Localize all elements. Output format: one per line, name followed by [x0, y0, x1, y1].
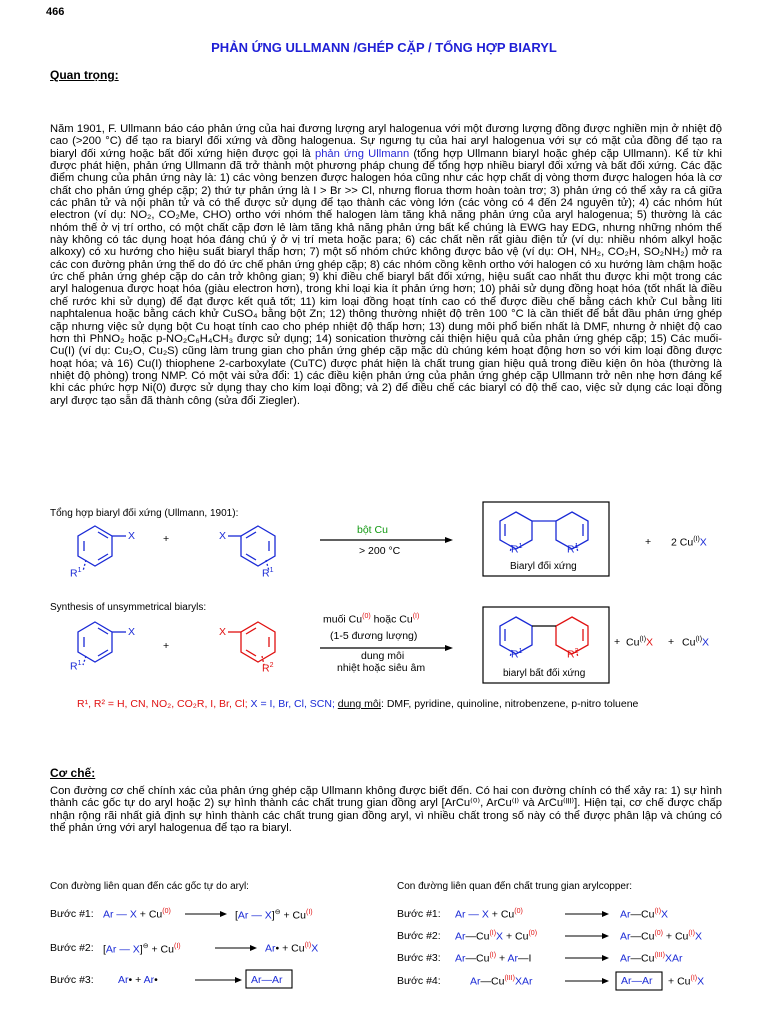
s1-r1b: $R^1$ [262, 567, 274, 580]
s1-prod-r2: $R^1$ [567, 543, 579, 556]
right-step-3-eq: $Ar—Cu^{(I)}$ + Ar—I [455, 952, 532, 965]
left-step-2-prod: Ar• + $Cu^{(I)}X$ [265, 942, 319, 955]
left-step-1-prod: [Ar — $X]^⊖ + Cu^{(I)}$ [235, 909, 313, 922]
s1-x1: X [128, 530, 136, 542]
s2-equiv: (1-5 đương lượng) [330, 630, 418, 642]
intro-text-1: Năm 1901, F. Ullmann báo cáo phản ứng của hai đương lượng aryl halogenua với một đương lượng đồng được nghiền mịn ở nhiệt độ cao (>200 °C) để tạo ra biaryl đối xứng và đồng halogenua. Sự ngưng tụ của hai aryl halogenua với sự có mặt của đồng để tạo ra biaryl đối xứng hoặc bất đối xứng hiện được gọi là [50, 123, 722, 160]
right-step-3-prod: $Ar—Cu^{(III)}XAr$ [620, 952, 683, 965]
left-step-2-eq: [Ar — $X]^⊖ + Cu^{(I)}$ [103, 943, 181, 956]
benzene-ring-4-red [228, 622, 275, 665]
path-left-title: Con đường liên quan đến các gốc tự do aryl: [50, 881, 249, 892]
mechanism-left-arrows [185, 914, 250, 980]
right-step-4-eq: $Ar—Cu^{(III)}XAr$ [470, 975, 533, 988]
s2-solvent: dung môi [361, 650, 405, 662]
s2-byproduct2: $Cu^{(I)}X$ [682, 636, 710, 649]
left-step-1: Bước #1: [50, 908, 94, 920]
benzene-ring-2 [228, 526, 275, 571]
right-step-4-prod: Ar—Ar [621, 975, 653, 987]
right-step-2-prod: $Ar—Cu^{(0)} + Cu^{(I)}X$ [620, 930, 703, 943]
s1-prod-r1: $R^1$ [511, 543, 523, 556]
s2-reagent: muối Cu$^{(0)}$ hoặc $Cu^{(I)}$ [323, 613, 420, 626]
ullmann-link[interactable]: phản ứng Ullmann [314, 147, 410, 160]
intro-text-2: (tổng hợp Ullmann biaryl hoặc ghép cặp Ullmann). Kể từ khi được phát hiện, phản ứng Ullmann đã trở thành một phương pháp chung để tổng hợp nhiều biaryl đối xứng và bất đối xứng. Các đặc điểm chung của phản ứng này là: 1) các vòng benzen được halogen hóa cũng như các hợp chất dị vòng thơm được halogen hóa là cơ chất cho phản ứng ghép cặp; 2) thứ tự phản ứng là I > Br >> Cl, nhưng florua thơm hoàn toàn trơ; 3) phản ứng có thể xảy ra cả giữa các phân tử và nội phân tử và có thể được sử dụng để tạo thành các vòng lớn (các vòng có 4 đến 24 nguyên tử); 4) các nhóm hút electron (ví dụ: NO₂, CO₂Me, CHO) ortho với nhóm thế halogen làm tăng khả năng phản ứng của aryl halogenua; 5) thường là các nhóm thế ở vị trí ortho, có một chất cặp đơn lẻ làm tăng khả năng phản ứng bất kể chúng là EWG hay EDG, nhưng những nhóm thế này không có tác dụng hoạt hóa đáng chú ý ở vị trí meta hoặc para; 6) các chất nền rất giàu điện tử (ví dụ: nhiều nhóm alkyl hoặc alkoxy) có xu hướng cho hiệu suất biaryl thấp hơn; 7) một số nhóm chức không được bảo vệ (ví dụ: OH, NH₂, CO₂H, SO₂NH₂) mở ra các con đường phản ứng thế do đó ức chế phản ứng ghép cặp; 8) các nhóm cồng kềnh ortho với halogen có xu hướng làm chậm hoặc ức chế phản ứng ghép cặp do cản trở không gian; 9) khi điều chế biaryl bất đối xứng, hiệu suất cao nhất thu được khi một trong các aryl halogenua được hoạt hóa (giàu electron hơn), trong khi loại kia ít phản ứng hơn; 10) phải sử dụng đồng hoạt hóa (tốt nhất là điều chế rước khi sử dụng) để đạt được kết quả tốt; 11) kim loại đồng hoạt tính cao có thể được điều chế bằng cách khử CuI bằng liti naphtalenua hoặc bằng cách khử CuSO₄ bằng bột Zn; 12) thông thường nhiệt độ trên 100 °C là cần thiết để bắt đầu phản ứng ghép cặp nhưng việc sử dụng bột Cu hoạt tính cao cho phép nhiệt độ thấp hơn; 13) dung môi phổ biến nhất là DMF, nhưng ở nhiệt độ cao hơn thì PhNO₂ hoặc p-NO₂C₆H₄CH₃ được sử dụng; 14) sonication thường cải thiện hiệu quả của phản ứng ghép cặp; 15) Các muối-Cu(I) (ví dụ: Cu₂O, Cu₂S) cũng làm trung gian cho phản ứng ghép cặp mặc dù chúng kém hoạt động hơn so với kim loại đồng được hoạt hóa; và 16) Cu(I) thiophene 2-carboxylate (CuTC) được phát hiện là chất trung gian hiệu quả trong điều kiện ôn hòa (thường là nhiệt độ phòng) trong NMP. Có một vài sửa đổi: 1) các điều kiện phản ứng của phản ứng ghép cặp Ullmann trở nên nhẹ hơn đáng kể khi các phức hợp Ni(0) được sử dụng thay cho kim loại đồng; và 2) để điều chế các biaryl có độ thế cao, việc sử dụng các loại đồng aryl được tạo sẵn đã thành công (sửa đổi Ziegler). [50, 147, 722, 407]
s1-reagent: bột Cu [357, 524, 388, 536]
page-title: PHẢN ỨNG ULLMANN /GHÉP CẶP / TỔNG HỢP BIARYL [211, 40, 557, 55]
path-right-title: Con đường liên quan đến chất trung gian arylcopper: [397, 881, 633, 892]
s2-plus2: + [614, 636, 621, 648]
benzene-ring-3 [78, 622, 126, 665]
right-step-3: Bước #3: [397, 952, 441, 964]
s2-x1: X [128, 626, 136, 638]
mechanism-right-arrows [565, 914, 602, 981]
s1-plus: + [163, 533, 170, 545]
right-step-4: Bước #4: [397, 975, 441, 987]
s2-prod-r1: $R^1$ [511, 648, 523, 661]
important-heading: Quan trọng: [50, 68, 119, 82]
s1-x2: X [219, 530, 227, 542]
right-step-1-prod: $Ar—Cu^{(I)}X$ [620, 908, 669, 921]
s2-prod-r2: $R^2$ [567, 648, 579, 661]
right-step-4-byprod: + $Cu^{(I)}X$ [668, 975, 705, 988]
s2-product-label: biaryl bất đối xứng [503, 668, 586, 679]
left-step-3-eq: Ar• + Ar• [118, 974, 158, 986]
scheme1-caption: Tổng hợp biaryl đối xứng (Ullmann, 1901): [50, 508, 239, 519]
s1-plus2: + [645, 536, 652, 548]
s2-r1: $R^1$ [70, 660, 82, 673]
left-step-3-prod: Ar—Ar [251, 974, 283, 986]
mechanism-heading: Cơ chế: [50, 766, 96, 780]
right-step-2: Bước #2: [397, 930, 441, 942]
substituent-legend [77, 698, 638, 710]
s1-byproduct: 2 $Cu^{(I)}X$ [671, 536, 707, 549]
s2-byproduct1: $Cu^{(I)}X$ [626, 636, 654, 649]
left-step-1-eq: Ar — $X + Cu^{(0)}$ [103, 908, 171, 921]
right-step-1: Bước #1: [397, 908, 441, 920]
s2-r2: $R^2$ [262, 662, 274, 675]
s1-r1a: $R^1$ [70, 567, 82, 580]
legend-solvent-list: : DMF, pyridine, quinoline, nitrobenzene, p-nitro toluene [381, 698, 639, 710]
legend-x: X = I, Br, Cl, SCN; [250, 698, 335, 710]
s1-product-label: Biaryl đối xứng [510, 561, 577, 572]
benzene-ring-1 [78, 526, 126, 571]
left-step-2: Bước #2: [50, 942, 94, 954]
left-step-3: Bước #3: [50, 974, 94, 986]
right-step-2-eq: $Ar—Cu^{(I)}X + Cu^{(0)}$ [455, 930, 538, 943]
right-step-1-eq: Ar — $X + Cu^{(0)}$ [455, 908, 523, 921]
scheme2-caption: Synthesis of unsymmetrical biaryls: [50, 602, 207, 613]
page-number: 466 [46, 6, 65, 18]
s2-heat: nhiệt hoặc siêu âm [337, 662, 426, 674]
legend-r: R¹, R² = H, CN, NO₂, CO₂R, I, Br, Cl; [77, 698, 248, 710]
legend-solvent-label: dung môi [337, 698, 381, 710]
s2-x2: X [219, 626, 227, 638]
mechanism-paragraph: Con đường cơ chế chính xác của phản ứng ghép cặp Ullmann không được biết đến. Có hai con đường chính có thể xảy ra: 1) sự hình thành các gốc tự do aryl hoặc 2) sự hình thành các chất trung gian đồng aryl [ArCu⁽⁰⁾, ArCu⁽ᴵ⁾ và ArCu⁽ᴵᴵᴵ⁾]. Hiện tại, cơ chế được chấp nhận rộng rãi nhất giả định sự hình thành các chất trung gian đồng aryl, vì nhiều chất trong số này có thể được phân lập và chúng có thể phản ứng với aryl halogenua để tạo ra biaryl. [50, 785, 722, 835]
s2-plus3: + [668, 636, 675, 648]
s1-condition: > 200 °C [359, 545, 401, 557]
s2-plus: + [163, 640, 170, 652]
